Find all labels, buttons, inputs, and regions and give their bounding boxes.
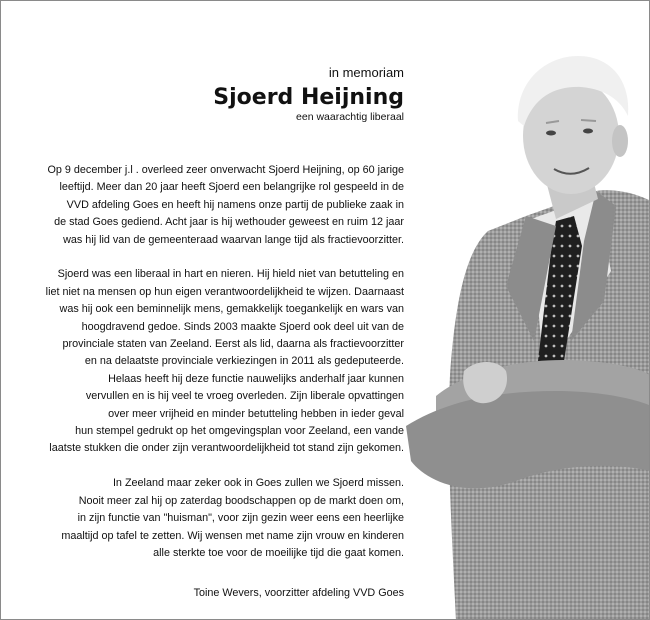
text-line: provinciale staten van Zeeland. Eerst als lid, daarna als fractievoorzitter [62,338,404,351]
text-line: de stad Goes gediend. Acht jaar is hij wethouder geweest en ruim 12 jaar [54,216,404,229]
paragraph-2 [24,266,404,457]
text-line: alle sterkte toe voor de moeilijke tijd die gaat komen. [153,546,404,559]
paragraph-3 [24,475,404,562]
text-line: in zijn functie van "huisman", voor zijn gezin weer eens een heerlijke [77,512,404,525]
notice-body [24,162,404,620]
text-line: was hij lid van de gemeenteraad waarvan lange tijd als fractievoorzitter. [63,233,404,246]
text-line: maaltijd op tafel te zetten. Wij wensen met name zijn vrouw en kinderen [61,529,404,542]
text-line: leeftijd. Meer dan 20 jaar heeft Sjoerd een belangrijke rol gespeeld in de [59,181,404,194]
text-line: en na delaatste provinciale verkiezingen in 2011 als gedeputeerde. [84,355,404,368]
text-line: Sjoerd was een liberaal in hart en nieren. Hij hield niet van betutteling en [57,268,404,281]
notice-header [213,65,404,123]
text-line: VVD afdeling Goes en heeft hij namens onze partij de publieke zaak in [66,198,404,211]
text-line: hun stempel gedrukt op het omgevingsplan voor Zeeland, een vande [75,425,404,438]
text-line: Nooit meer zal hij op zaterdag boodschappen op de markt doen om, [78,494,404,507]
kicker-text: in memoriam [328,65,404,80]
paragraph-1 [24,162,404,249]
text-line: was hij ook een beminnelijk mens, gemakkelijk toegankelijk en wars van [59,303,404,316]
text-line: laatste stukken die onder zijn verantwoordelijkheid tot stand zijn gekomen. [49,442,404,455]
text-line: In Zeeland maar zeker ook in Goes zullen we Sjoerd missen. [112,477,404,490]
signature: Toine Wevers, voorzitter afdeling VVD Goes [193,587,404,600]
text-line: over meer vrijheid en minder betutteling hebben in ieder geval [108,407,404,420]
text-line: hoogdravend gedoe. Sinds 2003 maakte Sjoerd ook deel uit van de [81,320,404,333]
text-line: vervullen en is hij veel te vroeg overleden. Zijn liberale opvattingen [85,390,404,403]
text-line: Helaas heeft hij deze functie nauwelijks anderhalf jaar kunnen [108,372,404,385]
text-line: Op 9 december j.l . overleed zeer onverwacht Sjoerd Heijning, op 60 jarige [47,164,404,176]
tagline: een waarachtig liberaal [296,111,404,123]
ear [612,125,628,157]
text-line: liet niet na mensen op hun eigen verantwoordelijkheid te wijzen. Daarnaast [45,285,404,298]
portrait-photo [406,41,650,620]
deceased-name: Sjoerd Heijning [213,85,404,110]
